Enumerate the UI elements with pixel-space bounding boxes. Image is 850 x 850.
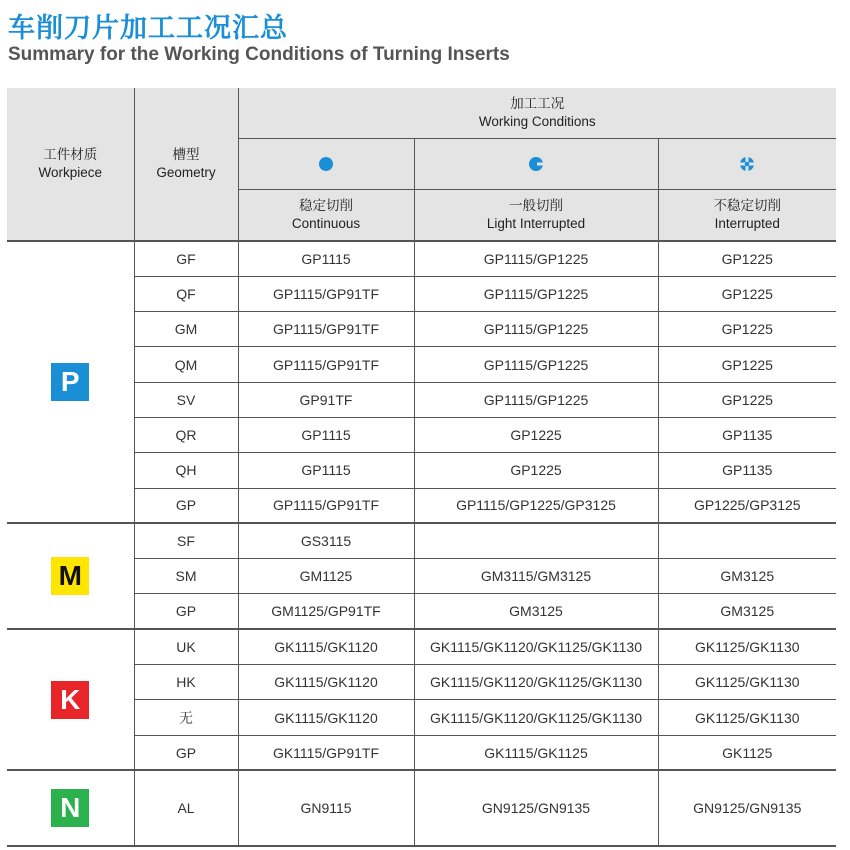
light-cell: GP1115/GP1225 bbox=[414, 241, 658, 276]
geometry-cell: AL bbox=[134, 770, 238, 846]
interrupted-cell: GN9125/GN9135 bbox=[658, 770, 836, 846]
interrupted-cell: GP1225 bbox=[658, 241, 836, 276]
light-cell: GP1225 bbox=[414, 453, 658, 488]
partial-circle-icon bbox=[528, 156, 544, 172]
interrupted-cell: GP1225 bbox=[658, 276, 836, 311]
continuous-cell: GP91TF bbox=[238, 382, 414, 417]
interrupted-header-en: Interrupted bbox=[714, 216, 780, 231]
interrupted-cell: GK1125/GK1130 bbox=[658, 629, 836, 664]
workpiece-header bbox=[7, 88, 134, 241]
continuous-cell: GM1125/GP91TF bbox=[238, 594, 414, 629]
light-cell: GN9125/GN9135 bbox=[414, 770, 658, 846]
light-interrupted-header bbox=[414, 190, 658, 242]
continuous-cell: GK1115/GK1120 bbox=[238, 700, 414, 735]
continuous-cell: GN9115 bbox=[238, 770, 414, 846]
table-row bbox=[7, 241, 836, 276]
geometry-cell: QM bbox=[134, 347, 238, 382]
interrupted-cell: GM3125 bbox=[658, 594, 836, 629]
light-cell: GP1115/GP1225 bbox=[414, 382, 658, 417]
continuous-cell: GK1115/GK1120 bbox=[238, 665, 414, 700]
page-title-zh: 车削刀片加工工况汇总 bbox=[8, 13, 288, 44]
geometry-cell: SM bbox=[134, 559, 238, 594]
workpiece-cell-p bbox=[7, 241, 134, 523]
full-circle-icon bbox=[318, 156, 334, 172]
interrupted-cell: GP1135 bbox=[658, 453, 836, 488]
geometry-cell: SV bbox=[134, 382, 238, 417]
light-cell: GM3125 bbox=[414, 594, 658, 629]
continuous-cell: GP1115/GP91TF bbox=[238, 347, 414, 382]
material-badge-p: P bbox=[51, 363, 89, 401]
light-cell: GK1115/GK1125 bbox=[414, 735, 658, 770]
geometry-cell: QF bbox=[134, 276, 238, 311]
working-conditions-table bbox=[7, 88, 836, 847]
workpiece-header-en: Workpiece bbox=[38, 165, 103, 180]
broken-circle-icon bbox=[739, 156, 755, 172]
continuous-cell: GK1115/GK1120 bbox=[238, 629, 414, 664]
continuous-cell: GP1115/GP91TF bbox=[238, 488, 414, 523]
geometry-cell: GM bbox=[134, 312, 238, 347]
workpiece-cell-k bbox=[7, 629, 134, 770]
interrupted-header-zh: 不稳定切削 bbox=[713, 198, 782, 213]
table-row bbox=[7, 629, 836, 664]
continuous-icon-cell bbox=[238, 139, 414, 190]
continuous-cell: GM1125 bbox=[238, 559, 414, 594]
conditions-header-en: Working Conditions bbox=[478, 114, 596, 129]
continuous-cell: GP1115 bbox=[238, 453, 414, 488]
light-cell: GM3115/GM3125 bbox=[414, 559, 658, 594]
light-cell: GP1115/GP1225/GP3125 bbox=[414, 488, 658, 523]
light-cell: GP1115/GP1225 bbox=[414, 347, 658, 382]
interrupted-cell: GK1125/GK1130 bbox=[658, 665, 836, 700]
light-cell: GP1115/GP1225 bbox=[414, 276, 658, 311]
material-badge-m: M bbox=[51, 557, 89, 595]
workpiece-cell-m bbox=[7, 523, 134, 629]
geometry-cell: GP bbox=[134, 735, 238, 770]
geometry-cell: UK bbox=[134, 629, 238, 664]
geometry-cell: HK bbox=[134, 665, 238, 700]
light-header-zh: 一般切削 bbox=[509, 198, 563, 213]
light-cell: GK1115/GK1120/GK1125/GK1130 bbox=[414, 700, 658, 735]
interrupted-cell bbox=[658, 523, 836, 558]
continuous-header bbox=[238, 190, 414, 242]
geometry-cell: QR bbox=[134, 417, 238, 452]
continuous-header-zh: 稳定切削 bbox=[299, 198, 353, 213]
table-row bbox=[7, 770, 836, 846]
light-cell: GP1225 bbox=[414, 417, 658, 452]
interrupted-icon-cell bbox=[658, 139, 836, 190]
workpiece-header-zh: 工件材质 bbox=[43, 147, 98, 162]
interrupted-cell: GP1225 bbox=[658, 382, 836, 417]
interrupted-cell: GP1225/GP3125 bbox=[658, 488, 836, 523]
geometry-cell: GP bbox=[134, 594, 238, 629]
interrupted-cell: GM3125 bbox=[658, 559, 836, 594]
interrupted-cell: GK1125/GK1130 bbox=[658, 700, 836, 735]
light-cell: GP1115/GP1225 bbox=[414, 312, 658, 347]
conditions-header bbox=[238, 88, 836, 139]
geometry-cell: 无 bbox=[134, 700, 238, 735]
geometry-header bbox=[134, 88, 238, 241]
page-title-en: Summary for the Working Conditions of Turning Inserts bbox=[8, 44, 510, 65]
interrupted-cell: GP1225 bbox=[658, 347, 836, 382]
continuous-cell: GS3115 bbox=[238, 523, 414, 558]
light-cell: GK1115/GK1120/GK1125/GK1130 bbox=[414, 629, 658, 664]
continuous-cell: GK1115/GP91TF bbox=[238, 735, 414, 770]
workpiece-cell-n bbox=[7, 770, 134, 846]
table-row bbox=[7, 523, 836, 558]
interrupted-cell: GK1125 bbox=[658, 735, 836, 770]
material-badge-n: N bbox=[51, 789, 89, 827]
geometry-cell: GP bbox=[134, 488, 238, 523]
continuous-cell: GP1115 bbox=[238, 417, 414, 452]
geometry-cell: SF bbox=[134, 523, 238, 558]
light-interrupted-icon-cell bbox=[414, 139, 658, 190]
interrupted-cell: GP1135 bbox=[658, 417, 836, 452]
conditions-header-zh: 加工工况 bbox=[510, 96, 565, 111]
geometry-cell: QH bbox=[134, 453, 238, 488]
interrupted-cell: GP1225 bbox=[658, 312, 836, 347]
continuous-cell: GP1115/GP91TF bbox=[238, 312, 414, 347]
light-cell bbox=[414, 523, 658, 558]
continuous-cell: GP1115 bbox=[238, 241, 414, 276]
light-header-en: Light Interrupted bbox=[486, 216, 586, 231]
continuous-header-en: Continuous bbox=[291, 216, 361, 231]
geometry-cell: GF bbox=[134, 241, 238, 276]
interrupted-header bbox=[658, 190, 836, 242]
geometry-header-zh: 槽型 bbox=[172, 147, 200, 162]
continuous-cell: GP1115/GP91TF bbox=[238, 276, 414, 311]
material-badge-k: K bbox=[51, 681, 89, 719]
light-cell: GK1115/GK1120/GK1125/GK1130 bbox=[414, 665, 658, 700]
geometry-header-en: Geometry bbox=[156, 165, 216, 180]
